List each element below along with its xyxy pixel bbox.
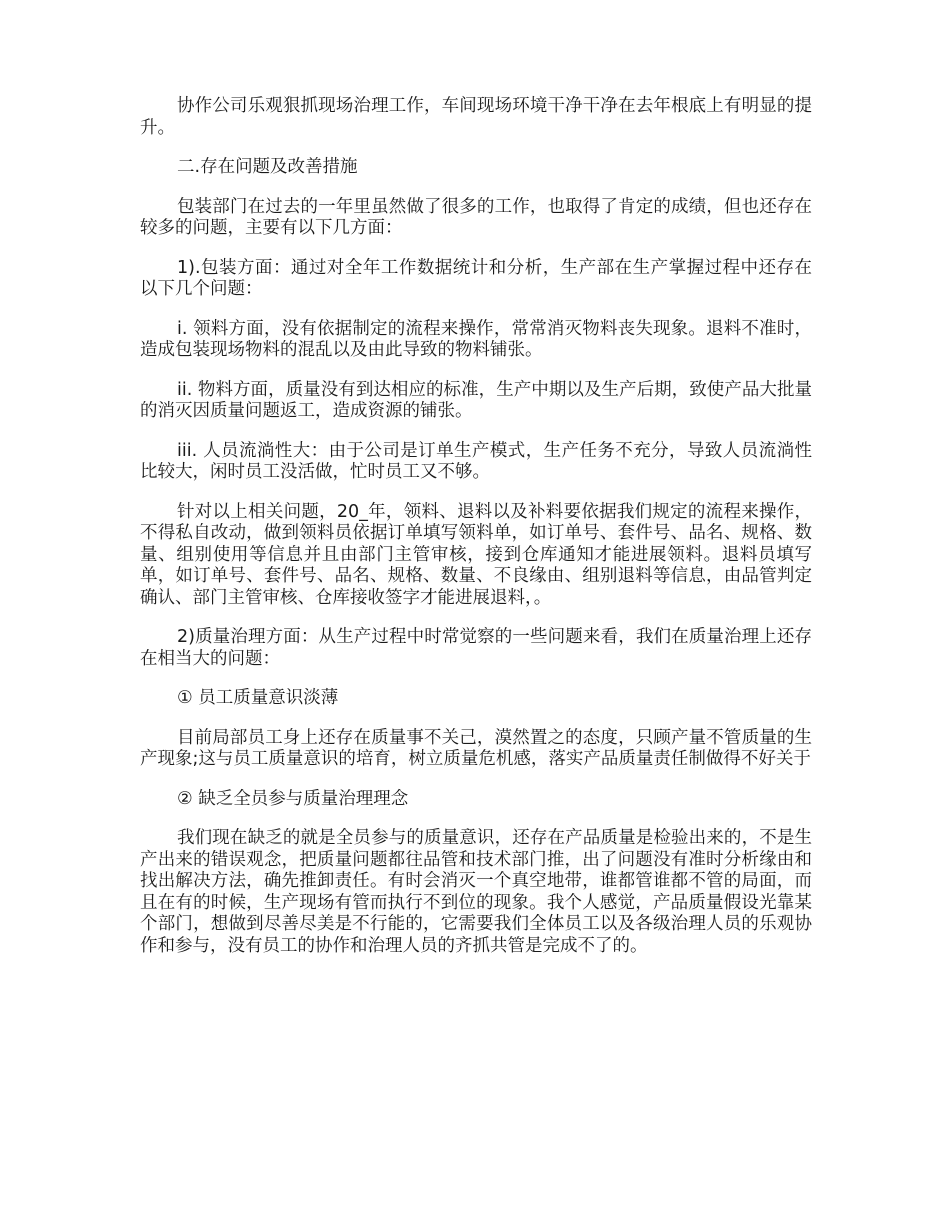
- paragraph-workshop-management: 协作公司乐观狠抓现场治理工作，车间现场环境干净干净在去年根底上有明显的提升。: [140, 96, 812, 138]
- paragraph-quality-management: 2)质量治理方面：从生产过程中时常觉察的一些问题来看，我们在质量治理上还存在相当大的问题：: [140, 627, 812, 669]
- paragraph-staff-turnover: iii. 人员流淌性大：由于公司是订单生产模式，生产任务不充分，导致人员流淌性比较大，闲时员工没活做，忙时员工又不够。: [140, 440, 812, 482]
- paragraph-material-quality: ii. 物料方面，质量没有到达相应的标准，生产中期以及生产后期，致使产品大批量的消灭因质量问题返工，造成资源的铺张。: [140, 379, 812, 421]
- paragraph-packaging-dept-overview: 包装部门在过去的一年里虽然做了很多的工作，也取得了肯定的成绩，但也还存在较多的问题，主要有以下几方面：: [140, 196, 812, 238]
- paragraph-staff-attitude: 目前局部员工身上还存在质量事不关己，漠然置之的态度，只顾产量不管质量的生产现象;这与员工质量意识的培育，树立质量危机感，落实产品质量责任制做得不好关于: [140, 727, 812, 769]
- paragraph-full-participation: 我们现在缺乏的就是全员参与的质量意识，还存在产品质量是检验出来的，不是生产出来的错误观念，把质量问题都往品管和技术部门推，出了问题没有准时分析缘由和找出解决方法，确先推卸责任。有时会消灭一个真空地带，谁都管谁都不管的局面，而且在有的时候，生产现场有管而执行不到位的现象。我个人感觉，产品质量假设光靠某个部门，想做到尽善尽美是不行能的，它需要我们全体员工以及各级治理人员的乐观协作和参与，没有员工的协作和治理人员的齐抓共管是完成不了的。: [140, 828, 812, 956]
- section-heading-problems-and-measures: 二.存在问题及改善措施: [177, 157, 358, 177]
- paragraph-material-requisition: i. 领料方面，没有依据制定的流程来操作，常常消灭物料丧失现象。退料不准时，造成包装现场物料的混乱以及由此导致的物料铺张。: [140, 318, 812, 360]
- paragraph-countermeasures: 针对以上相关问题，20_年，领料、退料以及补料要依据我们规定的流程来操作，不得私自改动，做到领料员依据订单填写领料单，如订单号、套件号、品名、规格、数量、组别使用等信息并且由部门主管审核，接到仓库通知才能进展领料。退料员填写单，如订单号、套件号、品名、规格、数量、不良缘由、组别退料等信息，由品管判定确认、部门主管审核、仓库接收签字才能进展退料，。: [140, 501, 812, 608]
- document-page: [140, 96, 812, 975]
- subheading-lack-full-participation: ② 缺乏全员参与质量治理理念: [177, 788, 409, 809]
- paragraph-packaging-aspect: 1).包装方面：通过对全年工作数据统计和分析，生产部在生产掌握过程中还存在以下几个问题：: [140, 257, 812, 299]
- subheading-weak-quality-awareness: ① 员工质量意识淡薄: [177, 688, 339, 708]
